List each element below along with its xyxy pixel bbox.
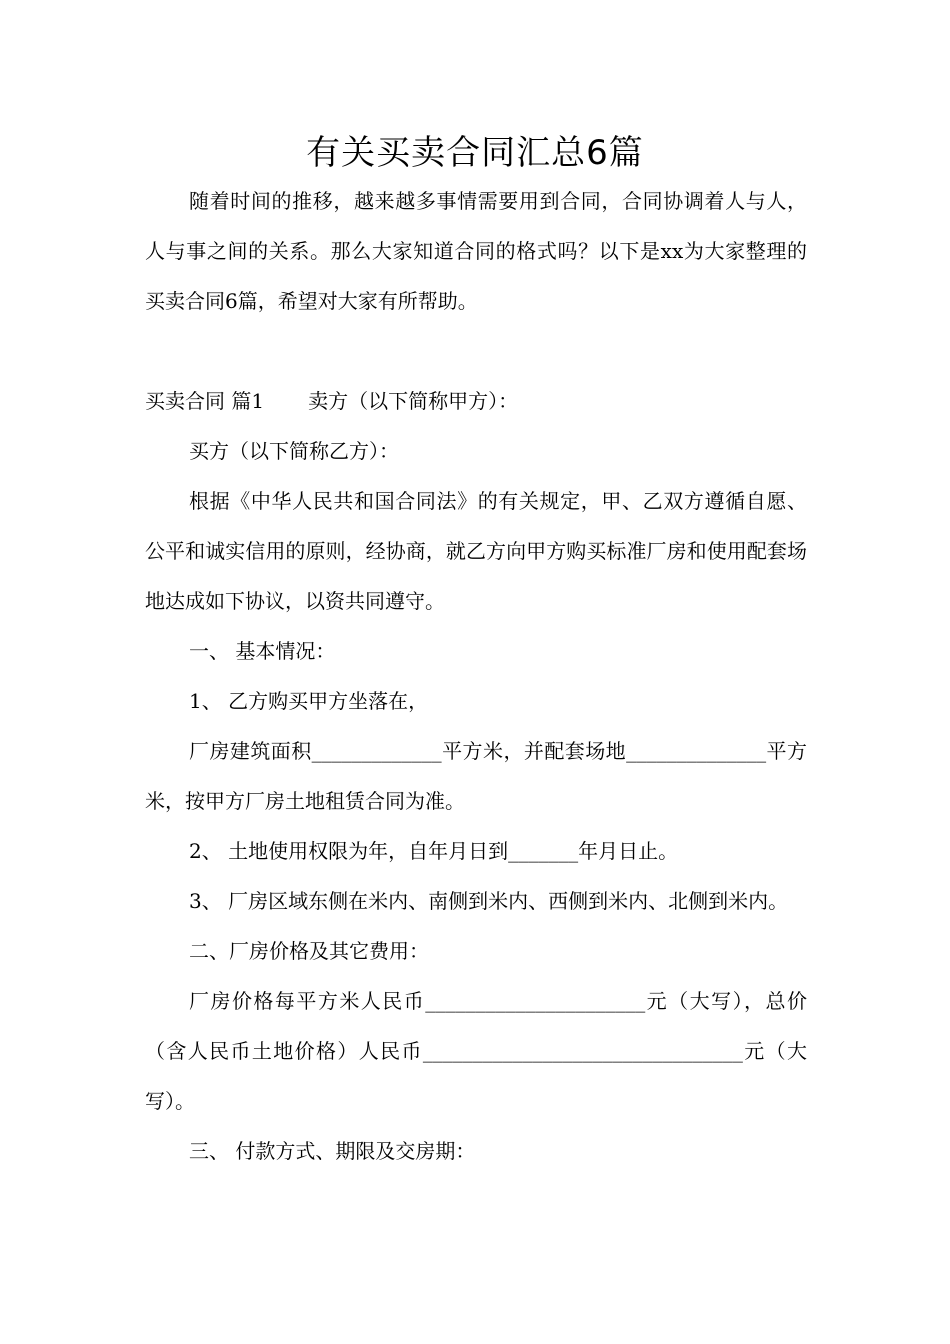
item2-paragraph: 2、 土地使用权限为年，自年月日到_______年月日止。 <box>189 839 679 863</box>
blank-line <box>145 326 807 376</box>
document-body <box>145 176 807 1176</box>
document-title: 有关买卖合同汇总6篇 <box>306 133 644 173</box>
intro-paragraph: 随着时间的推移，越来越多事情需要用到合同，合同协调着人与人，人与事之间的关系。那么大家知道合同的格式吗？以下是xx为大家整理的买卖合同6篇，希望对大家有所帮助。 <box>145 189 807 313</box>
item1-paragraph: 1、 乙方购买甲方坐落在， <box>189 689 429 713</box>
part3-heading: 三、 付款方式、期限及交房期： <box>189 1139 476 1163</box>
section-heading-line <box>145 376 807 426</box>
section-heading: 买卖合同 篇1 <box>145 389 265 413</box>
buyer-line: 买方（以下简称乙方）： <box>189 439 399 463</box>
item3-paragraph: 3、 厂房区域东侧在米内、南侧到米内、西侧到米内、北侧到米内。 <box>189 889 789 913</box>
price-paragraph: 厂房价格每平方米人民币______________________元（大写），总价（含人民币土地价格）人民币________________________________元（大写）。 <box>145 989 807 1113</box>
item1-area-paragraph: 厂房建筑面积_____________平方米，并配套场地______________平方米，按甲方厂房土地租赁合同为准。 <box>145 739 807 813</box>
part2-heading: 二、厂房价格及其它费用： <box>189 939 429 963</box>
seller-line: 卖方（以下简称甲方）： <box>308 389 519 413</box>
basis-paragraph: 根据《中华人民共和国合同法》的有关规定，甲、乙双方遵循自愿、公平和诚实信用的原则，经协商，就乙方向甲方购买标准厂房和使用配套场地达成如下协议，以资共同遵守。 <box>145 489 807 613</box>
part1-heading: 一、 基本情况： <box>189 639 336 663</box>
